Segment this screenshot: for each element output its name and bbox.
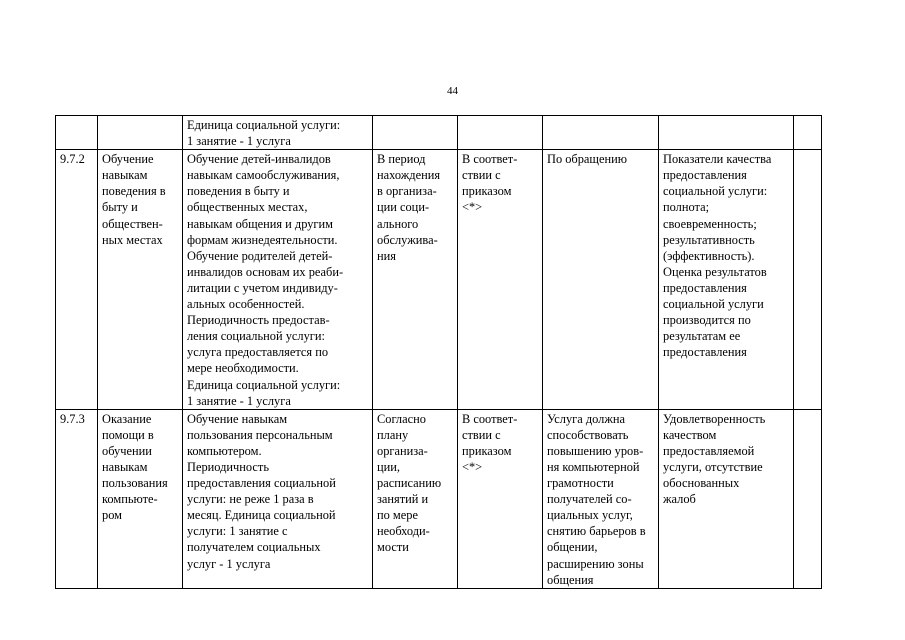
cell-text-line: предоставления	[663, 280, 747, 295]
cell-text-line: предоставления социальной	[187, 476, 336, 491]
cell-text-line: инвалидов основам их реаби-	[187, 264, 344, 279]
cell-text-line: социальной услуги	[663, 297, 764, 312]
cell-text-line: 1 занятие - 1 услуга	[187, 134, 291, 149]
service-number-cell	[56, 116, 98, 150]
service-period-cell	[373, 150, 458, 410]
cell-text-line: получателей со-	[547, 492, 632, 507]
table-row	[56, 116, 822, 150]
service-standard-cell	[458, 409, 543, 588]
cell-text-line: пользования персональным	[187, 427, 333, 442]
cell-text-line: снятию барьеров в	[547, 524, 646, 539]
cell-text-line: быту и	[102, 200, 138, 215]
cell-text-line: в организа-	[377, 184, 437, 199]
table-row	[56, 150, 822, 410]
service-period-cell	[373, 409, 458, 588]
cell-text-line: обоснованных	[663, 476, 740, 491]
cell-text-line: услуги: не реже 1 раза в	[187, 492, 314, 507]
service-number-cell	[56, 150, 98, 410]
service-description-cell	[183, 116, 373, 150]
table-row	[56, 409, 822, 588]
cell-text-line: качеством	[663, 427, 717, 442]
cell-text-line: навыкам самообслуживания,	[187, 168, 340, 183]
cell-text-line: общении,	[547, 540, 598, 555]
service-number-cell	[56, 409, 98, 588]
cell-text-line: полнота;	[663, 200, 710, 215]
cell-text-line: По обращению	[547, 152, 627, 167]
extra-cell	[794, 150, 822, 410]
service-name-cell	[98, 409, 183, 588]
service-standard-cell	[458, 150, 543, 410]
cell-text-line: обслужива-	[377, 232, 438, 247]
service-description-cell	[183, 150, 373, 410]
extra-cell	[794, 116, 822, 150]
cell-text-line: <*>	[462, 200, 483, 215]
cell-text-line: услуги: 1 занятие с	[187, 524, 288, 539]
cell-text-line: результатам ее	[663, 329, 741, 344]
cell-text-line: ных местах	[102, 232, 163, 247]
cell-text-line: общения	[547, 572, 594, 587]
service-description-cell	[183, 409, 373, 588]
cell-text-line: общественных местах,	[187, 200, 308, 215]
cell-text-line: формам жизнедеятельности.	[187, 232, 338, 247]
cell-text-line: ствии с	[462, 427, 501, 442]
service-quality-cell	[659, 150, 794, 410]
service-name-cell	[98, 116, 183, 150]
cell-text-line: мере необходимости.	[187, 361, 299, 376]
cell-text-line: <*>	[462, 459, 483, 474]
cell-text-line: производится по	[663, 313, 751, 328]
cell-text-line: 1 занятие - 1 услуга	[187, 393, 291, 408]
cell-text-line: услуга предоставляется по	[187, 345, 329, 360]
cell-text-line: предоставления	[663, 168, 747, 183]
service-terms-cell	[543, 116, 659, 150]
cell-text-line: грамотности	[547, 476, 614, 491]
cell-text-line: поведения в	[102, 184, 166, 199]
cell-text-line: пользования	[102, 476, 168, 491]
cell-text-line: ния	[377, 248, 396, 263]
cell-text-line: социальной услуги:	[663, 184, 768, 199]
service-period-cell	[373, 116, 458, 150]
cell-text-line: навыкам общения и другим	[187, 216, 333, 231]
cell-text-line: занятий и	[377, 492, 429, 507]
cell-text-line: Оценка результатов	[663, 264, 767, 279]
cell-text-line: альных особенностей.	[187, 297, 305, 312]
page-number: 44	[447, 85, 458, 97]
service-terms-cell	[543, 150, 659, 410]
cell-text-line: Обучение детей-инвалидов	[187, 152, 331, 167]
cell-text-line: компьюте-	[102, 492, 158, 507]
cell-text-line: результативность	[663, 232, 755, 247]
cell-text-line: Показатели качества	[663, 152, 772, 167]
cell-text-line: циальных услуг,	[547, 508, 633, 523]
cell-text-line: Периодичность	[187, 459, 269, 474]
cell-text-line: навыкам	[102, 168, 148, 183]
cell-text-line: ления социальной услуги:	[187, 329, 325, 344]
cell-text-line: обучении	[102, 443, 152, 458]
cell-text-line: жалоб	[663, 492, 696, 507]
cell-text-line: ции соци-	[377, 200, 430, 215]
cell-text-line: нахождения	[377, 168, 441, 183]
service-terms-cell	[543, 409, 659, 588]
cell-text-line: предоставления	[663, 345, 747, 360]
cell-text-line: услуги, отсутствие	[663, 459, 763, 474]
cell-text-line: Согласно	[377, 411, 426, 426]
cell-text-line: Обучение навыкам	[187, 411, 288, 426]
cell-text-line: литации с учетом индивиду-	[187, 280, 338, 295]
cell-text-line: ального	[377, 216, 419, 231]
cell-text-line: приказом	[462, 443, 512, 458]
cell-text-line: 9.7.3	[60, 411, 85, 426]
cell-text-line: Единица социальной услуги:	[187, 118, 341, 132]
extra-cell	[794, 409, 822, 588]
cell-text-line: приказом	[462, 184, 512, 199]
cell-text-line: навыкам	[102, 459, 148, 474]
cell-text-line: Периодичность предостав-	[187, 313, 330, 328]
cell-text-line: услуг - 1 услуга	[187, 556, 271, 571]
service-quality-cell	[659, 409, 794, 588]
cell-text-line: по мере	[377, 508, 418, 523]
cell-text-line: ствии с	[462, 168, 501, 183]
cell-text-line: Оказание	[102, 411, 152, 426]
cell-text-line: повышению уров-	[547, 443, 644, 458]
cell-text-line: обществен-	[102, 216, 163, 231]
cell-text-line: расширению зоны	[547, 556, 644, 571]
cell-text-line: месяц. Единица социальной	[187, 508, 336, 523]
cell-text-line: В соответ-	[462, 152, 518, 167]
service-quality-cell	[659, 116, 794, 150]
cell-text-line: поведения в быту и	[187, 184, 290, 199]
cell-text-line: получателем социальных	[187, 540, 321, 555]
cell-text-line: помощи в	[102, 427, 154, 442]
cell-text-line: Единица социальной услуги:	[187, 377, 341, 392]
cell-text-line: необходи-	[377, 524, 430, 539]
cell-text-line: Обучение родителей детей-	[187, 248, 333, 263]
cell-text-line: организа-	[377, 443, 428, 458]
services-table	[55, 115, 822, 589]
cell-text-line: мости	[377, 540, 409, 555]
cell-text-line: расписанию	[377, 476, 442, 491]
service-standard-cell	[458, 116, 543, 150]
cell-text-line: плану	[377, 427, 409, 442]
cell-text-line: ром	[102, 508, 122, 523]
cell-text-line: (эффективность).	[663, 248, 755, 263]
cell-text-line: Обучение	[102, 152, 154, 167]
service-name-cell	[98, 150, 183, 410]
cell-text-line: ня компьютерной	[547, 459, 640, 474]
cell-text-line: компьютером.	[187, 443, 262, 458]
cell-text-line: 9.7.2	[60, 152, 85, 167]
cell-text-line: В соответ-	[462, 411, 518, 426]
cell-text-line: ции,	[377, 459, 400, 474]
cell-text-line: Услуга должна	[547, 411, 626, 426]
cell-text-line: предоставляемой	[663, 443, 755, 458]
cell-text-line: способствовать	[547, 427, 629, 442]
cell-text-line: Удовлетворенность	[663, 411, 766, 426]
cell-text-line: В период	[377, 152, 426, 167]
cell-text-line: своевременность;	[663, 216, 757, 231]
